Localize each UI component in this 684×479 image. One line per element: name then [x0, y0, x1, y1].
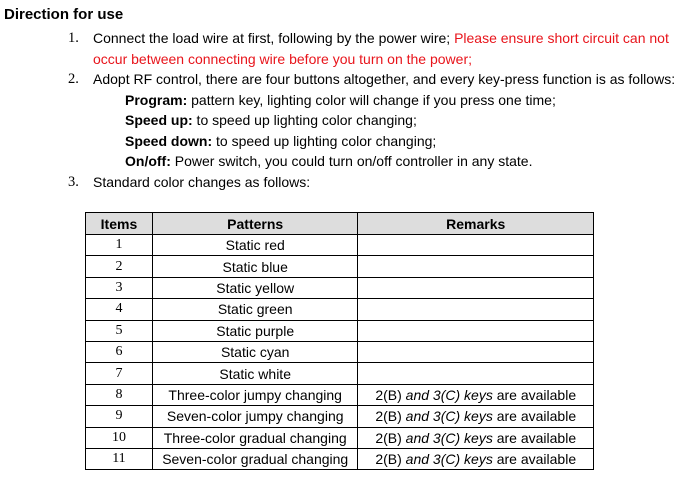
row-pattern: Three-color jumpy changing	[152, 384, 358, 405]
key-name: Speed up:	[125, 112, 193, 128]
step-1	[0, 28, 684, 49]
step-number: 3.	[68, 173, 79, 190]
row-item-number: 10	[86, 427, 153, 448]
section-title: Direction for use	[4, 6, 124, 23]
row-item-number: 5	[86, 320, 153, 341]
remark-emphasis: and 3(C) keys	[401, 408, 493, 425]
key-desc: to speed up lighting color changing;	[212, 132, 437, 149]
table-row	[86, 448, 594, 469]
row-remark	[358, 299, 594, 320]
row-pattern: Seven-color jumpy changing	[152, 406, 358, 427]
row-remark	[358, 256, 594, 277]
row-pattern: Three-color gradual changing	[152, 427, 358, 448]
header-remarks: Remarks	[358, 213, 594, 235]
row-remark	[358, 235, 594, 256]
row-item-number: 6	[86, 341, 153, 362]
key-name: Speed down:	[125, 132, 213, 149]
row-remark	[358, 277, 594, 298]
step-text: Adopt RF control, there are four buttons altogether, and every key-press function is as follows:	[93, 71, 676, 87]
table-row	[86, 256, 594, 277]
header-items: Items	[86, 213, 153, 235]
remark-emphasis: and 3(C) keys	[401, 429, 493, 446]
row-item-number: 11	[86, 448, 153, 469]
step-2	[0, 69, 684, 90]
table-row	[86, 320, 594, 341]
row-remark: 2(B) and 3(C) keys are available	[358, 448, 594, 469]
row-remark: 2(B) and 3(C) keys are available	[358, 384, 594, 405]
step-number: 1.	[68, 30, 79, 46]
header-patterns: Patterns	[152, 213, 358, 235]
key-on-off	[0, 151, 684, 172]
key-speed-up	[0, 110, 684, 131]
table-row	[86, 427, 594, 448]
step-text: Standard color changes as follows:	[93, 173, 311, 190]
key-desc: Power switch, you could turn on/off controller in any state.	[170, 153, 533, 169]
row-pattern: Static red	[152, 235, 358, 256]
step-1-continuation	[0, 49, 684, 70]
row-remark	[358, 341, 594, 362]
step-warning-continuation: occur between connecting wire before you turn on the power;	[93, 50, 473, 67]
row-remark	[358, 363, 594, 384]
step-text: Connect the load wire at first, following by the power wire;	[93, 30, 455, 46]
instruction-list	[0, 28, 684, 192]
key-desc: to speed up lighting color changing;	[192, 112, 417, 128]
key-desc: pattern key, lighting color will change if you press one time;	[187, 91, 556, 108]
key-program	[0, 90, 684, 111]
key-speed-down	[0, 131, 684, 152]
row-item-number: 8	[86, 384, 153, 405]
row-item-number: 3	[86, 277, 153, 298]
row-item-number: 9	[86, 406, 153, 427]
table-row	[86, 384, 594, 405]
table-row	[86, 363, 594, 384]
step-number: 2.	[68, 71, 79, 87]
row-remark: 2(B) and 3(C) keys are available	[358, 427, 594, 448]
table-row	[86, 299, 594, 320]
remark-emphasis: and 3(C) keys	[401, 451, 493, 468]
row-pattern: Static green	[152, 299, 358, 320]
step-warning: Please ensure short circuit can not	[454, 30, 669, 46]
table-header-row	[86, 213, 594, 235]
row-item-number: 1	[86, 235, 153, 256]
key-name: Program:	[125, 91, 188, 108]
row-pattern: Static yellow	[152, 277, 358, 298]
table-row	[86, 277, 594, 298]
row-item-number: 4	[86, 299, 153, 320]
row-pattern: Static cyan	[152, 341, 358, 362]
row-remark: 2(B) and 3(C) keys are available	[358, 406, 594, 427]
remark-emphasis: and 3(C) keys	[401, 386, 493, 403]
row-item-number: 2	[86, 256, 153, 277]
key-name: On/off:	[125, 153, 171, 169]
color-pattern-table	[85, 212, 594, 470]
row-pattern: Static white	[152, 363, 358, 384]
table-row	[86, 235, 594, 256]
row-pattern: Static purple	[152, 320, 358, 341]
row-item-number: 7	[86, 363, 153, 384]
step-3	[0, 172, 684, 193]
table-row	[86, 406, 594, 427]
row-pattern: Seven-color gradual changing	[152, 448, 358, 469]
row-pattern: Static blue	[152, 256, 358, 277]
table-row	[86, 341, 594, 362]
row-remark	[358, 320, 594, 341]
